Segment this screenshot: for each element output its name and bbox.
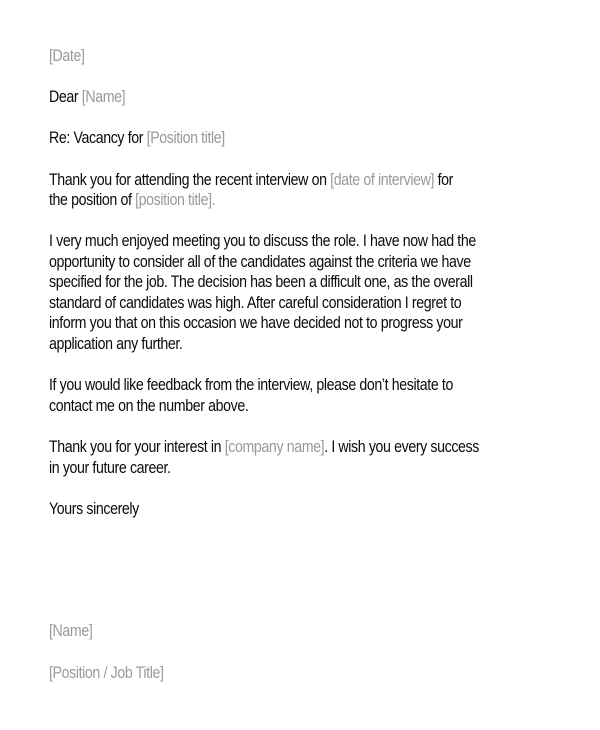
paragraph2-line: opportunity to consider all of the candidates against the criteria we have — [49, 252, 471, 271]
paragraph1-text3: the position of — [49, 191, 136, 209]
paragraph1-line1 — [49, 170, 453, 191]
paragraph4-text1: Thank you for your interest in — [49, 438, 225, 456]
paragraph1-line2 — [49, 190, 215, 211]
signature-name-placeholder: [Name] — [49, 622, 93, 640]
paragraph1-period: . — [211, 191, 216, 209]
closing: Yours sincerely — [49, 500, 139, 518]
signature-title-placeholder: [Position / Job Title] — [49, 664, 164, 682]
paragraph4-text2: . I wish you every success — [324, 438, 479, 456]
paragraph2-line: I very much enjoyed meeting you to discuss the role. I have now had the — [49, 232, 476, 250]
paragraph1-text1: Thank you for attending the recent interview on — [49, 171, 331, 189]
position-title-placeholder: [Position title] — [146, 129, 225, 147]
paragraph2-line: inform you that on this occasion we have decided not to progress your — [49, 314, 463, 332]
position-placeholder-inline: [position title] — [135, 191, 212, 209]
interview-date-placeholder: [date of interview] — [330, 171, 435, 189]
paragraph3-line: If you would like feedback from the interview, please don’t hesitate to — [49, 376, 453, 394]
subject-line — [49, 128, 225, 149]
salutation — [49, 87, 125, 108]
paragraph4-line2: in your future career. — [49, 458, 171, 477]
paragraph4-line1 — [49, 437, 479, 458]
company-name-placeholder: [company name] — [224, 438, 325, 456]
paragraph1-text2: for — [434, 171, 454, 189]
date-placeholder: [Date] — [49, 47, 85, 65]
paragraph3-line: contact me on the number above. — [49, 396, 249, 415]
paragraph2-line: standard of candidates was high. After careful consideration I regret to — [49, 293, 462, 312]
salutation-prefix: Dear — [49, 88, 82, 106]
paragraph2-line: specified for the job. The decision has been a difficult one, as the overall — [49, 273, 473, 291]
recipient-name-placeholder: [Name] — [81, 88, 126, 106]
paragraph2-line: application any further. — [49, 334, 183, 353]
subject-prefix: Re: Vacancy for — [49, 129, 147, 147]
